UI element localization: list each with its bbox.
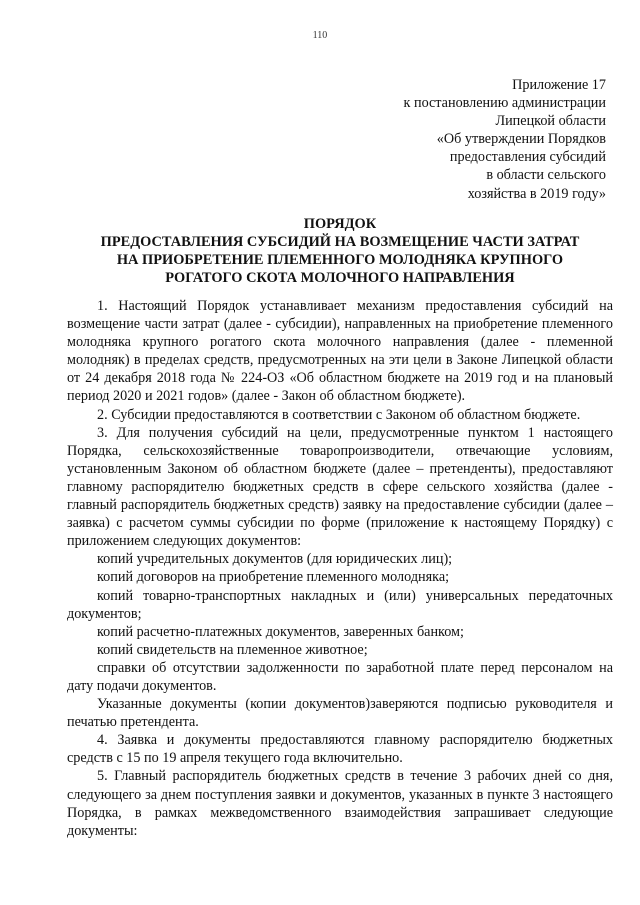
paragraph-1: 1. Настоящий Порядок устанавливает механизм предоставления субсидий на возмещение части затрат (далее - субсидии), направленных на приобретение племенного молодняка крупного рогатого скота молочного направления (далее - племенной молодняк) в пределах средств, предусмотренных на эти цели в Законе Липецкой области от 24 декабря 2018 года № 224-ОЗ «Об областном бюджете на 2019 год и на плановый период 2020 и 2021 годов» (далее - Закон об областном бюджете). [67,298,613,405]
list-item-waybills: копий товарно-транспортных накладных и (или) универсальных передаточных документов; [67,587,613,622]
paragraph-2: 2. Субсидии предоставляются в соответствии с Законом об областном бюджете. [97,406,581,423]
title-line: ПРЕДОСТАВЛЕНИЯ СУБСИДИЙ НА ВОЗМЕЩЕНИЕ ЧАСТИ ЗАТРАТ [100,234,580,250]
list-item-purchase-contracts: копий договоров на приобретение племенного молодняка; [97,569,450,586]
paragraph-5: 5. Главный распорядитель бюджетных средств в течение 3 рабочих дней со дня, следующего за днем поступления заявки и документов, указанных в пункте 3 настоящего Порядка, в рамках межведомственного взаимодействия запрашивает следующие документы: [67,768,613,839]
appendix-line: предоставления субсидий [449,149,606,166]
certification-note: Указанные документы (копии документов)заверяются подписью руководителя и печатью претендента. [67,696,613,731]
appendix-line: хозяйства в 2019 году» [467,185,606,202]
appendix-line: «Об утверждении Порядков [436,131,606,148]
document-title [60,215,620,287]
appendix-line: к постановлению администрации [403,95,606,112]
list-item-payment-docs: копий расчетно-платежных документов, заверенных банком; [97,623,464,640]
page-number: 110 [312,30,328,41]
appendix-line: Приложение 17 [512,77,606,93]
appendix-block [306,76,606,203]
paragraph-4: 4. Заявка и документы предоставляются главному распорядителю бюджетных средств с 15 по 19 апреля текущего года включительно. [67,732,613,767]
list-item-breeding-certificates: копий свидетельств на племенное животное; [97,641,368,658]
appendix-line: в области сельского [486,167,606,184]
title-line: НА ПРИОБРЕТЕНИЕ ПЛЕМЕННОГО МОЛОДНЯКА КРУПНОГО [116,252,564,268]
title-line: РОГАТОГО СКОТА МОЛОЧНОГО НАПРАВЛЕНИЯ [165,270,515,286]
appendix-line: Липецкой области [495,113,606,130]
list-item-founding-docs: копий учредительных документов (для юридических лиц); [97,551,453,568]
list-item-no-debt-statement: справки об отсутствии задолженности по заработной плате перед персоналом на дату подачи документов. [67,659,613,694]
title-line: ПОРЯДОК [303,216,377,232]
paragraph-3: 3. Для получения субсидий на цели, предусмотренные пунктом 1 настоящего Порядка, сельскохозяйственные товаропроизводители, отвечающие условиям, установленным Законом об областном бюджете (далее – претенденты), предоставляют главному распорядителю бюджетных средств в сфере сельского хозяйства (далее - главный распорядитель бюджетных средств) заявку на предоставление субсидии (далее – заявка) с расчетом суммы субсидии по форме (приложение к настоящему Порядку) с приложением следующих документов: [67,424,613,550]
document-body [67,297,613,840]
